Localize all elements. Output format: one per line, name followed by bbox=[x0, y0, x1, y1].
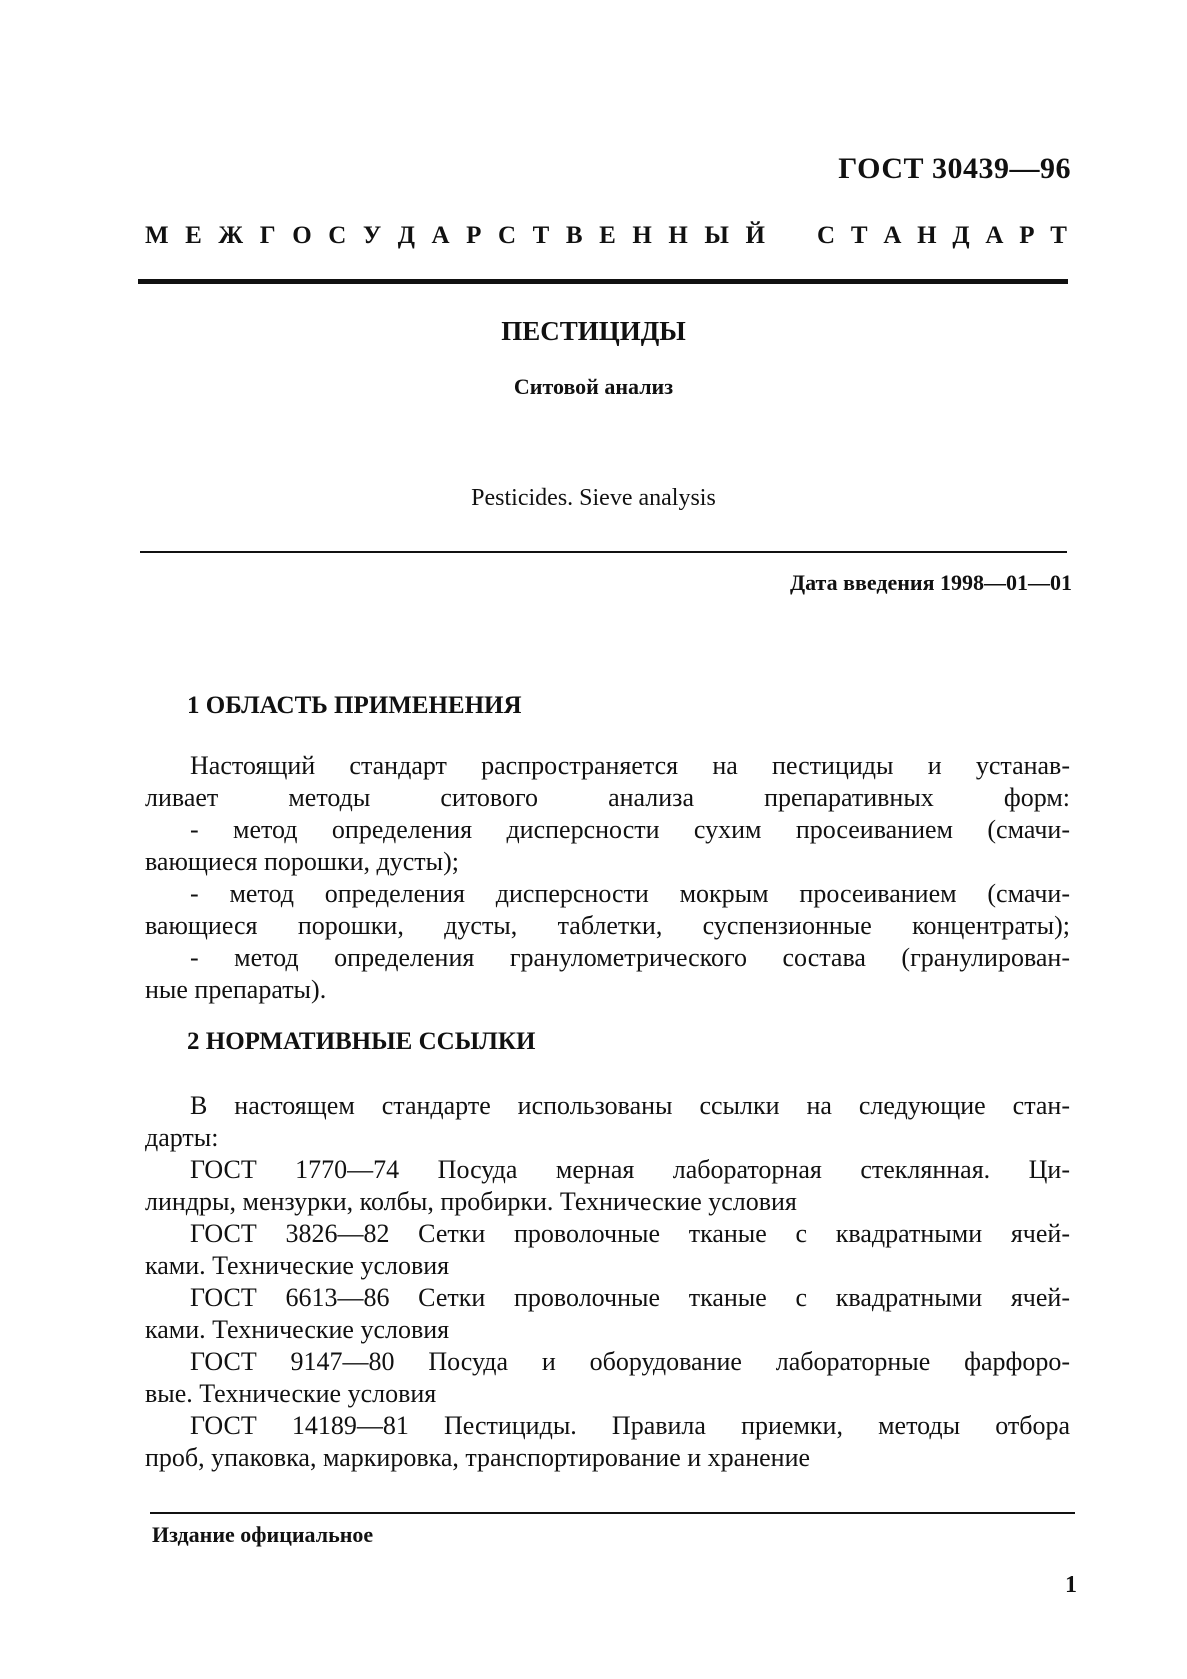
banner-letter: Т bbox=[1050, 222, 1067, 249]
reference-line: ГОСТ 1770—74 Посуда мерная лабораторная стеклянная. Ци- bbox=[190, 1155, 1070, 1184]
text-line: - метод определения дисперсности сухим просеиванием (смачи- bbox=[190, 815, 1070, 844]
text-line: линдры, мензурки, колбы, пробирки. Технические условия bbox=[145, 1187, 797, 1216]
header-divider bbox=[138, 279, 1068, 284]
text-line: ками. Технические условия bbox=[145, 1251, 450, 1280]
banner-letter: Й bbox=[745, 222, 765, 249]
section-2-body bbox=[145, 1090, 1070, 1474]
text-line: проб, упаковка, маркировка, транспортирование и хранение bbox=[145, 1443, 811, 1472]
banner-letter: С bbox=[817, 222, 836, 249]
banner-letter: А bbox=[883, 222, 902, 249]
text-line: ные препараты). bbox=[145, 975, 327, 1004]
text-line: В настоящем стандарте использованы ссылки на следующие стан- bbox=[190, 1091, 1070, 1120]
reference-line: ГОСТ 6613—86 Сетки проволочные тканые с квадратными ячей- bbox=[190, 1283, 1070, 1312]
text-line: вающиеся порошки, дусты, таблетки, суспензионные концентраты); bbox=[145, 911, 1070, 940]
footer-divider bbox=[150, 1512, 1075, 1514]
banner-letter: Е bbox=[185, 222, 202, 249]
reference-line: ГОСТ 14189—81 Пестициды. Правила приемки, методы отбора bbox=[190, 1411, 1070, 1440]
standard-code: ГОСТ 30439—96 bbox=[838, 152, 1071, 185]
banner-letter: Н bbox=[668, 222, 688, 249]
interstate-word-2 bbox=[817, 222, 1067, 250]
section-2-heading: 2 НОРМАТИВНЫЕ ССЫЛКИ bbox=[187, 1028, 536, 1055]
text-line: - метод определения гранулометрического состава (гранулирован- bbox=[190, 943, 1070, 972]
text-line: Настоящий стандарт распространяется на пестициды и устанав- bbox=[190, 751, 1070, 780]
title-divider bbox=[140, 551, 1067, 553]
section-1-heading: 1 ОБЛАСТЬ ПРИМЕНЕНИЯ bbox=[187, 692, 522, 719]
banner-letter: А bbox=[985, 222, 1004, 249]
document-subtitle: Ситовой анализ bbox=[513, 374, 674, 399]
document-title: ПЕСТИЦИДЫ bbox=[501, 316, 686, 346]
banner-letter: Р bbox=[1019, 222, 1035, 249]
interstate-standard-banner bbox=[145, 222, 1067, 250]
banner-letter: Д bbox=[397, 222, 415, 249]
interstate-word-1 bbox=[145, 222, 765, 250]
text-line: дарты: bbox=[145, 1123, 219, 1152]
text-line: вые. Технические условия bbox=[145, 1379, 437, 1408]
page-number: 1 bbox=[1065, 1572, 1077, 1598]
banner-letter: Т bbox=[850, 222, 868, 249]
banner-letter: Ж bbox=[218, 222, 244, 249]
reference-line: ГОСТ 9147—80 Посуда и оборудование лабораторные фарфоро- bbox=[190, 1347, 1070, 1376]
text-line: вающиеся порошки, дусты); bbox=[145, 847, 459, 876]
english-title: Pesticides. Sieve analysis bbox=[471, 485, 716, 511]
banner-letter: Ы bbox=[704, 222, 729, 249]
banner-letter: О bbox=[292, 222, 312, 249]
banner-letter: С bbox=[328, 222, 347, 249]
reference-line: ГОСТ 3826—82 Сетки проволочные тканые с квадратными ячей- bbox=[190, 1219, 1070, 1248]
banner-letter: А bbox=[431, 222, 450, 249]
introduction-date: Дата введения 1998—01—01 bbox=[789, 570, 1072, 595]
text-line: ливает методы ситового анализа препаративных форм: bbox=[145, 783, 1070, 812]
edition-note: Издание официальное bbox=[152, 1522, 374, 1547]
banner-letter: У bbox=[362, 222, 382, 249]
banner-letter: Д bbox=[952, 222, 970, 249]
banner-letter: Г bbox=[259, 222, 276, 249]
text-line: ками. Технические условия bbox=[145, 1315, 450, 1344]
banner-letter: Е bbox=[599, 222, 616, 249]
banner-letter: В bbox=[565, 222, 583, 249]
banner-letter: Н bbox=[917, 222, 937, 249]
banner-letter: Р bbox=[466, 222, 482, 249]
banner-letter: Т bbox=[532, 222, 550, 249]
text-line: - метод определения дисперсности мокрым просеиванием (смачи- bbox=[190, 879, 1070, 908]
banner-letter: С bbox=[497, 222, 517, 249]
banner-letter: М bbox=[145, 222, 169, 249]
banner-letter: Н bbox=[632, 222, 652, 249]
section-1-body bbox=[145, 750, 1070, 1006]
